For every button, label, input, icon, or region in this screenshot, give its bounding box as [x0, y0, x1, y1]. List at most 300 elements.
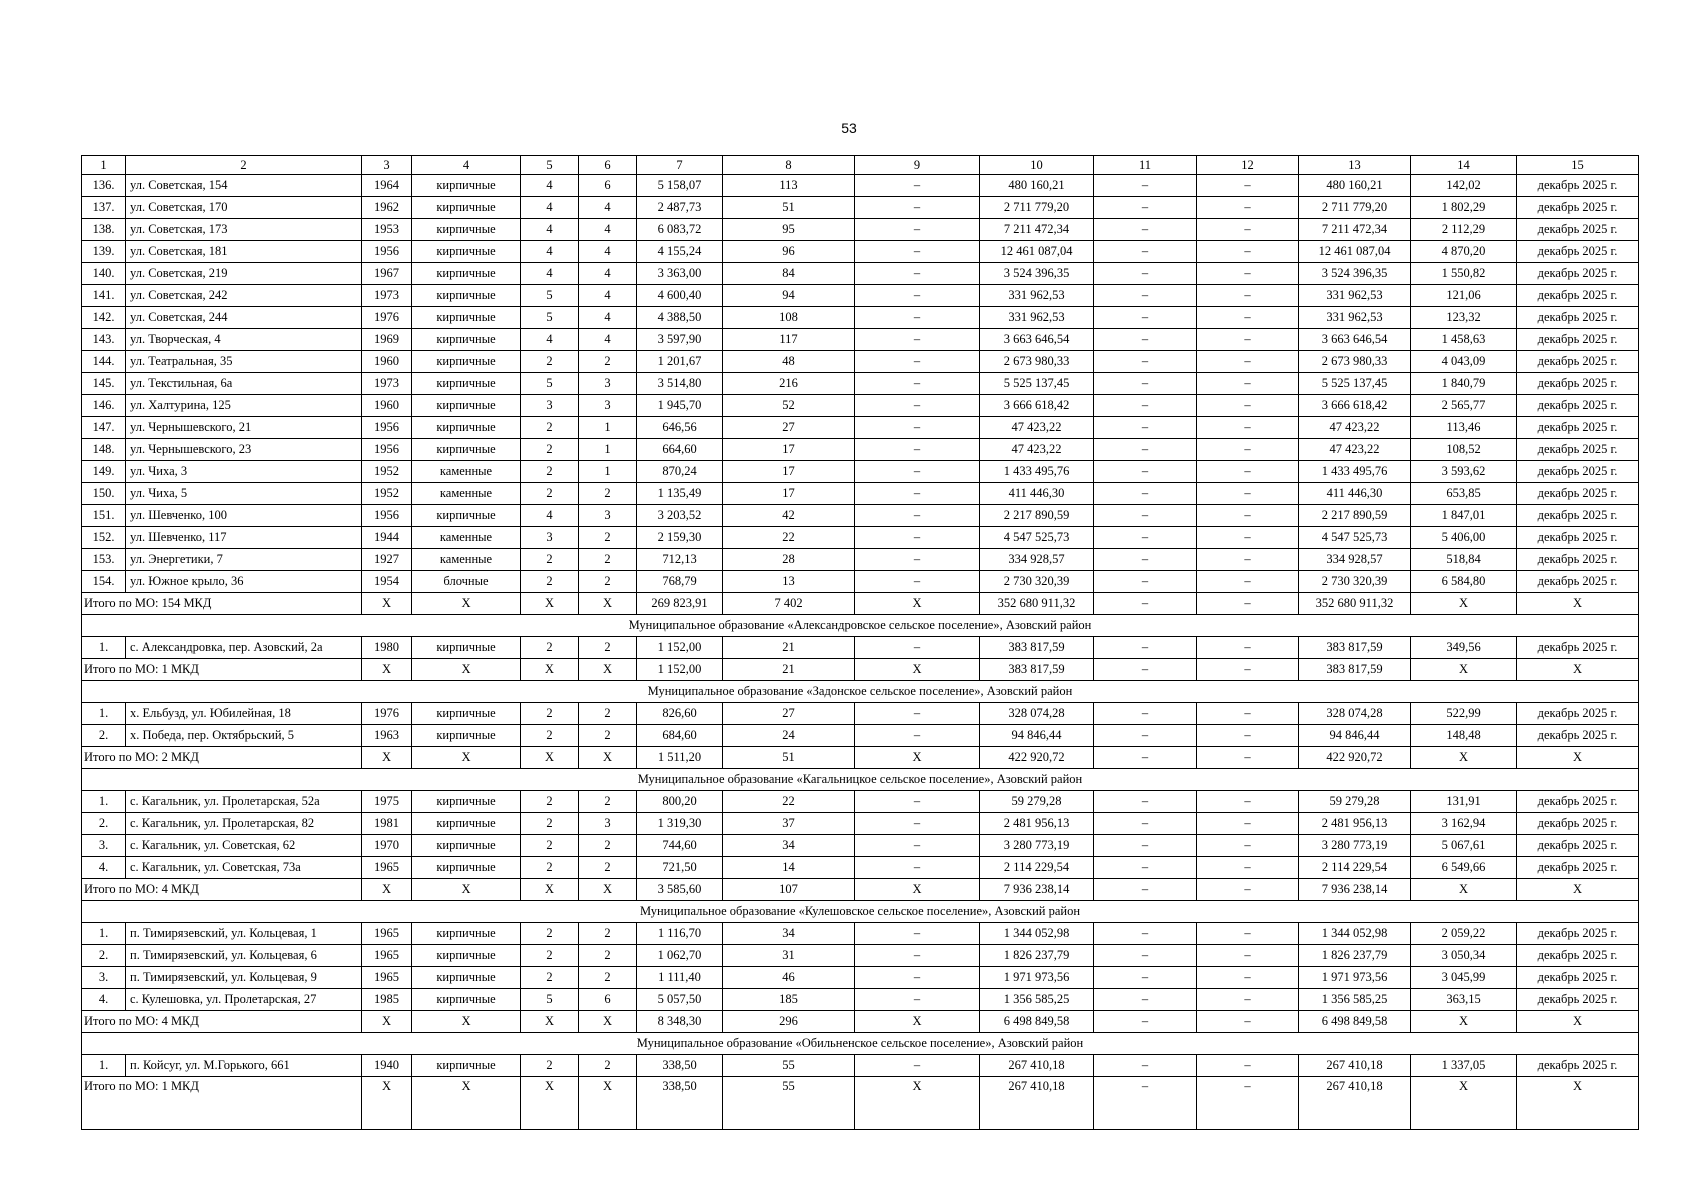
table-cell: 4 600,40 [637, 285, 723, 307]
table-cell: 2 [579, 637, 637, 659]
table-row [82, 373, 1639, 395]
table-cell: 1 971 973,56 [1299, 967, 1411, 989]
table-cell: – [1094, 703, 1197, 725]
table-cell: 5 158,07 [637, 175, 723, 197]
table-cell: 328 074,28 [980, 703, 1094, 725]
total-cell: X [412, 593, 521, 615]
table-cell: ул. Чиха, 5 [126, 483, 362, 505]
table-cell: 1 344 052,98 [1299, 923, 1411, 945]
table-row [82, 483, 1639, 505]
table-cell: 2 112,29 [1411, 219, 1517, 241]
total-cell: 422 920,72 [980, 747, 1094, 769]
section-row [82, 615, 1639, 637]
column-number: 14 [1411, 156, 1517, 175]
table-cell: 1 826 237,79 [1299, 945, 1411, 967]
table-cell: 712,13 [637, 549, 723, 571]
table-cell: 2 [521, 725, 579, 747]
table-cell: 22 [723, 527, 855, 549]
table-cell: 1 344 052,98 [980, 923, 1094, 945]
total-cell: X [1411, 879, 1517, 901]
table-cell: декабрь 2025 г. [1517, 505, 1639, 527]
table-cell: 1965 [362, 923, 412, 945]
table-cell: – [1094, 241, 1197, 263]
table-cell: 1 458,63 [1411, 329, 1517, 351]
table-cell: с. Кагальник, ул. Пролетарская, 82 [126, 813, 362, 835]
table-cell: 363,15 [1411, 989, 1517, 1011]
total-cell: – [1094, 1077, 1197, 1130]
table-cell: 137. [82, 197, 126, 219]
table-cell: декабрь 2025 г. [1517, 241, 1639, 263]
table-cell: 148. [82, 439, 126, 461]
table-cell: – [1197, 637, 1299, 659]
table-cell: – [855, 373, 980, 395]
table-cell: 145. [82, 373, 126, 395]
total-cell: X [1517, 1077, 1639, 1130]
table-cell: 2 711 779,20 [980, 197, 1094, 219]
table-cell: 2 [579, 791, 637, 813]
column-number: 8 [723, 156, 855, 175]
table-row [82, 791, 1639, 813]
total-row [82, 659, 1639, 681]
table-cell: – [1197, 813, 1299, 835]
table-cell: 4 [521, 175, 579, 197]
table-cell: кирпичные [412, 791, 521, 813]
total-row [82, 1011, 1639, 1033]
column-number: 15 [1517, 156, 1639, 175]
table-cell: 1 356 585,25 [980, 989, 1094, 1011]
table-cell: 267 410,18 [980, 1055, 1094, 1077]
table-cell: – [1197, 527, 1299, 549]
table-cell: – [1197, 483, 1299, 505]
table-cell: каменные [412, 461, 521, 483]
table-cell: 3 666 618,42 [980, 395, 1094, 417]
total-cell: X [1411, 747, 1517, 769]
table-cell: 2. [82, 945, 126, 967]
table-cell: 2 [521, 857, 579, 879]
table-cell: – [855, 219, 980, 241]
total-cell: 267 410,18 [980, 1077, 1094, 1130]
table-cell: 4 [579, 307, 637, 329]
table-cell: декабрь 2025 г. [1517, 791, 1639, 813]
table-cell: 800,20 [637, 791, 723, 813]
table-cell: – [1094, 461, 1197, 483]
table-cell: – [1094, 197, 1197, 219]
table-cell: – [1197, 835, 1299, 857]
total-cell: – [1197, 1011, 1299, 1033]
table-cell: 2 [521, 439, 579, 461]
table-cell: 1. [82, 637, 126, 659]
table-cell: кирпичные [412, 505, 521, 527]
table-cell: 14 [723, 857, 855, 879]
table-cell: 328 074,28 [1299, 703, 1411, 725]
table-cell: кирпичные [412, 923, 521, 945]
table-cell: ул. Халтурина, 125 [126, 395, 362, 417]
table-cell: 1960 [362, 351, 412, 373]
table-cell: 5 057,50 [637, 989, 723, 1011]
table-cell: 1975 [362, 791, 412, 813]
table-cell: – [1197, 571, 1299, 593]
total-cell: X [579, 879, 637, 901]
table-cell: 480 160,21 [980, 175, 1094, 197]
table-cell: ул. Советская, 173 [126, 219, 362, 241]
table-cell: декабрь 2025 г. [1517, 373, 1639, 395]
table-cell: 1969 [362, 329, 412, 351]
table-cell: декабрь 2025 г. [1517, 857, 1639, 879]
total-cell: 21 [723, 659, 855, 681]
table-cell: – [1094, 373, 1197, 395]
total-row [82, 1077, 1639, 1130]
table-cell: 1976 [362, 307, 412, 329]
table-cell: 1956 [362, 241, 412, 263]
table-cell: кирпичные [412, 703, 521, 725]
table-row [82, 329, 1639, 351]
table-cell: 31 [723, 945, 855, 967]
table-cell: декабрь 2025 г. [1517, 571, 1639, 593]
table-cell: – [855, 175, 980, 197]
total-cell: X [1517, 593, 1639, 615]
table-cell: 117 [723, 329, 855, 351]
table-cell: 142,02 [1411, 175, 1517, 197]
table-cell: 1962 [362, 197, 412, 219]
column-number: 6 [579, 156, 637, 175]
total-label: Итого по МО: 1 МКД [82, 659, 362, 681]
table-cell: 96 [723, 241, 855, 263]
table-cell: 1. [82, 791, 126, 813]
table-cell: 2 [521, 967, 579, 989]
table-cell: 1 971 973,56 [980, 967, 1094, 989]
table-cell: 2 [521, 791, 579, 813]
table-cell: декабрь 2025 г. [1517, 967, 1639, 989]
table-row [82, 351, 1639, 373]
table-cell: 2 711 779,20 [1299, 197, 1411, 219]
total-cell: – [1094, 879, 1197, 901]
table-cell: 2 673 980,33 [980, 351, 1094, 373]
table-cell: – [855, 989, 980, 1011]
total-cell: X [855, 1077, 980, 1130]
table-cell: кирпичные [412, 329, 521, 351]
table-cell: – [855, 835, 980, 857]
total-cell: X [362, 1077, 412, 1130]
total-row [82, 879, 1639, 901]
table-cell: 13 [723, 571, 855, 593]
table-cell: 2 [579, 945, 637, 967]
table-cell: – [1094, 857, 1197, 879]
table-cell: 4 [579, 241, 637, 263]
table-cell: 2 [521, 813, 579, 835]
table-cell: 34 [723, 923, 855, 945]
table-cell: – [1094, 967, 1197, 989]
table-cell: 1965 [362, 967, 412, 989]
table-cell: 4 [521, 263, 579, 285]
table-cell: 2 730 320,39 [1299, 571, 1411, 593]
total-row [82, 747, 1639, 769]
header-row [82, 156, 1639, 175]
table-cell: – [855, 285, 980, 307]
total-cell: X [412, 659, 521, 681]
column-number: 7 [637, 156, 723, 175]
table-cell: – [1197, 417, 1299, 439]
table-cell: 1 433 495,76 [980, 461, 1094, 483]
column-number: 13 [1299, 156, 1411, 175]
table-cell: 5 525 137,45 [980, 373, 1094, 395]
table-cell: п. Тимирязевский, ул. Кольцевая, 6 [126, 945, 362, 967]
table-cell: 349,56 [1411, 637, 1517, 659]
total-cell: X [855, 747, 980, 769]
table-cell: 3 [521, 527, 579, 549]
table-cell: 3 666 618,42 [1299, 395, 1411, 417]
table-cell: декабрь 2025 г. [1517, 263, 1639, 285]
total-cell: 352 680 911,32 [980, 593, 1094, 615]
total-cell: – [1197, 879, 1299, 901]
total-cell: X [412, 1077, 521, 1130]
table-cell: – [1094, 637, 1197, 659]
table-cell: кирпичные [412, 967, 521, 989]
table-cell: кирпичные [412, 241, 521, 263]
table-cell: 2 [521, 703, 579, 725]
table-cell: 1952 [362, 483, 412, 505]
table-cell: ул. Шевченко, 100 [126, 505, 362, 527]
table-cell: 331 962,53 [980, 285, 1094, 307]
total-cell: – [1094, 593, 1197, 615]
table-cell: декабрь 2025 г. [1517, 1055, 1639, 1077]
table-cell: 143. [82, 329, 126, 351]
table-cell: ул. Советская, 154 [126, 175, 362, 197]
section-row [82, 1033, 1639, 1055]
table-cell: 2 [521, 351, 579, 373]
table-row [82, 527, 1639, 549]
table-row [82, 219, 1639, 241]
table-cell: 646,56 [637, 417, 723, 439]
table-cell: с. Александровка, пер. Азовский, 2а [126, 637, 362, 659]
total-cell: 383 817,59 [980, 659, 1094, 681]
table-cell: 4. [82, 857, 126, 879]
table-cell: – [855, 1055, 980, 1077]
table-cell: – [855, 703, 980, 725]
table-row [82, 263, 1639, 285]
table-cell: – [1197, 461, 1299, 483]
table-cell: декабрь 2025 г. [1517, 307, 1639, 329]
table-cell: 2 159,30 [637, 527, 723, 549]
table-cell: 4 [521, 329, 579, 351]
table-cell: – [855, 637, 980, 659]
table-row [82, 967, 1639, 989]
table-cell: 2 [521, 923, 579, 945]
table-cell: – [855, 505, 980, 527]
table-cell: 151. [82, 505, 126, 527]
table-cell: 2 [579, 967, 637, 989]
page-number: 53 [841, 120, 857, 136]
table-cell: – [1094, 417, 1197, 439]
total-cell: 338,50 [637, 1077, 723, 1130]
table-cell: – [1197, 329, 1299, 351]
table-cell: – [1197, 263, 1299, 285]
table-cell: 4 [521, 219, 579, 241]
table-cell: с. Кагальник, ул. Пролетарская, 52а [126, 791, 362, 813]
table-cell: декабрь 2025 г. [1517, 989, 1639, 1011]
table-cell: 6 584,80 [1411, 571, 1517, 593]
table-cell: 2 [579, 483, 637, 505]
table-cell: декабрь 2025 г. [1517, 175, 1639, 197]
total-cell: 55 [723, 1077, 855, 1130]
table-cell: 27 [723, 417, 855, 439]
table-cell: – [855, 417, 980, 439]
table-cell: 1965 [362, 857, 412, 879]
table-cell: – [855, 439, 980, 461]
table-cell: кирпичные [412, 285, 521, 307]
table-cell: 6 [579, 989, 637, 1011]
table-cell: 55 [723, 1055, 855, 1077]
table-cell: – [1094, 483, 1197, 505]
table-cell: 2 673 980,33 [1299, 351, 1411, 373]
table-cell: 331 962,53 [1299, 285, 1411, 307]
table-cell: 2 [521, 835, 579, 857]
column-number: 4 [412, 156, 521, 175]
table-cell: 1 152,00 [637, 637, 723, 659]
table-cell: 123,32 [1411, 307, 1517, 329]
total-cell: X [1517, 1011, 1639, 1033]
table-cell: 2 [579, 923, 637, 945]
table-cell: ул. Советская, 170 [126, 197, 362, 219]
section-row [82, 681, 1639, 703]
table-cell: 2 481 956,13 [1299, 813, 1411, 835]
table-cell: – [1094, 791, 1197, 813]
table-cell: 3 050,34 [1411, 945, 1517, 967]
table-body [82, 156, 1639, 1130]
table-cell: ул. Творческая, 4 [126, 329, 362, 351]
table-cell: – [1197, 439, 1299, 461]
table-cell: – [855, 527, 980, 549]
table-cell: кирпичные [412, 439, 521, 461]
total-cell: X [521, 659, 579, 681]
table-cell: 4. [82, 989, 126, 1011]
table-cell: – [1094, 989, 1197, 1011]
table-cell: кирпичные [412, 351, 521, 373]
total-cell: 7 402 [723, 593, 855, 615]
total-cell: 6 498 849,58 [980, 1011, 1094, 1033]
table-cell: – [855, 967, 980, 989]
table-row [82, 703, 1639, 725]
table-cell: – [1094, 835, 1197, 857]
table-cell: х. Победа, пер. Октябрьский, 5 [126, 725, 362, 747]
table-row [82, 307, 1639, 329]
table-cell: – [1094, 945, 1197, 967]
table-cell: 2 [521, 483, 579, 505]
table-cell: 136. [82, 175, 126, 197]
table-cell: 1976 [362, 703, 412, 725]
table-row [82, 549, 1639, 571]
table-cell: 4 [521, 241, 579, 263]
total-cell: X [412, 1011, 521, 1033]
table-cell: 42 [723, 505, 855, 527]
total-row [82, 593, 1639, 615]
table-cell: с. Кулешовка, ул. Пролетарская, 27 [126, 989, 362, 1011]
table-cell: кирпичные [412, 857, 521, 879]
table-cell: – [855, 395, 980, 417]
table-cell: 2 [579, 527, 637, 549]
table-row [82, 417, 1639, 439]
table-cell: декабрь 2025 г. [1517, 703, 1639, 725]
table-cell: 3 [579, 373, 637, 395]
table-cell: 1944 [362, 527, 412, 549]
table-cell: ул. Текстильная, 6а [126, 373, 362, 395]
table-row [82, 175, 1639, 197]
table-cell: 4 [579, 219, 637, 241]
total-cell: – [1197, 659, 1299, 681]
table-cell: 4 388,50 [637, 307, 723, 329]
table-cell: 3 524 396,35 [980, 263, 1094, 285]
table-cell: 411 446,30 [1299, 483, 1411, 505]
table-cell: 3 514,80 [637, 373, 723, 395]
table-cell: – [1197, 967, 1299, 989]
table-cell: 5 406,00 [1411, 527, 1517, 549]
total-cell: 352 680 911,32 [1299, 593, 1411, 615]
table-cell: 1 135,49 [637, 483, 723, 505]
table-cell: 721,50 [637, 857, 723, 879]
table-cell: 131,91 [1411, 791, 1517, 813]
table-cell: 5 [521, 285, 579, 307]
table-cell: ул. Чиха, 3 [126, 461, 362, 483]
table-cell: 480 160,21 [1299, 175, 1411, 197]
table-cell: 1. [82, 703, 126, 725]
table-cell: 3 280 773,19 [1299, 835, 1411, 857]
table-cell: 1 826 237,79 [980, 945, 1094, 967]
table-cell: ул. Южное крыло, 36 [126, 571, 362, 593]
total-cell: 3 585,60 [637, 879, 723, 901]
total-cell: 7 936 238,14 [1299, 879, 1411, 901]
column-number: 11 [1094, 156, 1197, 175]
table-cell: блочные [412, 571, 521, 593]
table-cell: – [855, 571, 980, 593]
table-cell: – [1197, 945, 1299, 967]
table-cell: декабрь 2025 г. [1517, 351, 1639, 373]
table-cell: 3 593,62 [1411, 461, 1517, 483]
table-cell: п. Койсуг, ул. М.Горького, 661 [126, 1055, 362, 1077]
table-cell: 84 [723, 263, 855, 285]
total-cell: 296 [723, 1011, 855, 1033]
table-cell: 3. [82, 835, 126, 857]
table-cell: 216 [723, 373, 855, 395]
table-cell: – [1094, 351, 1197, 373]
table-cell: 2 [579, 1055, 637, 1077]
table-cell: 21 [723, 637, 855, 659]
total-label: Итого по МО: 4 МКД [82, 1011, 362, 1033]
total-cell: X [579, 1011, 637, 1033]
table-cell: декабрь 2025 г. [1517, 329, 1639, 351]
total-cell: 51 [723, 747, 855, 769]
table-cell: – [855, 241, 980, 263]
table-cell: 3 [579, 505, 637, 527]
table-cell: 1 847,01 [1411, 505, 1517, 527]
total-cell: 107 [723, 879, 855, 901]
table-cell: кирпичные [412, 989, 521, 1011]
table-cell: 2 114 229,54 [1299, 857, 1411, 879]
table-cell: ул. Советская, 219 [126, 263, 362, 285]
table-cell: – [855, 263, 980, 285]
table-cell: – [1197, 725, 1299, 747]
total-cell: X [1411, 1011, 1517, 1033]
table-cell: 22 [723, 791, 855, 813]
table-cell: – [1094, 1055, 1197, 1077]
table-cell: кирпичные [412, 417, 521, 439]
table-cell: 28 [723, 549, 855, 571]
table-cell: 113 [723, 175, 855, 197]
table-cell: – [855, 791, 980, 813]
table-cell: 12 461 087,04 [1299, 241, 1411, 263]
table-cell: каменные [412, 527, 521, 549]
total-cell: – [1094, 1011, 1197, 1033]
table-cell: 185 [723, 989, 855, 1011]
table-cell: 3 280 773,19 [980, 835, 1094, 857]
